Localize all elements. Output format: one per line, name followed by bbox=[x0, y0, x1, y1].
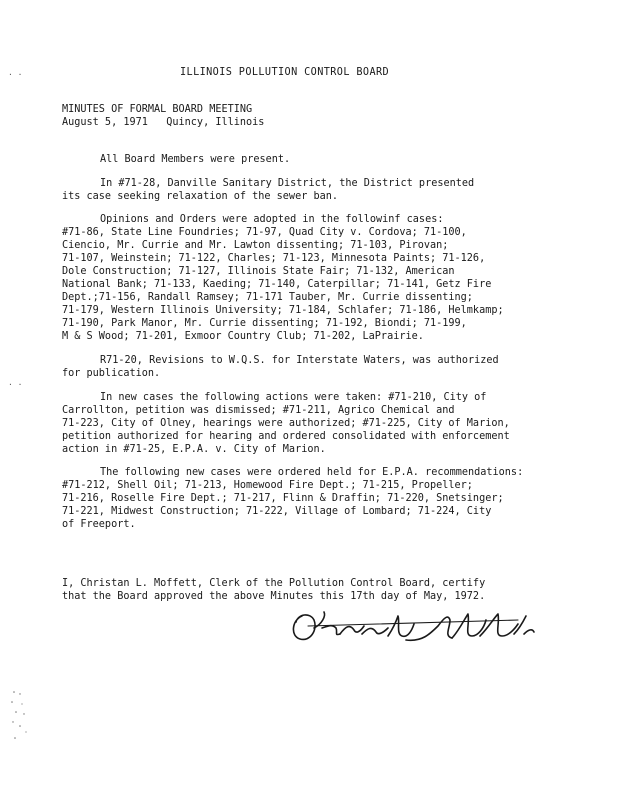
minutes-heading: MINUTES OF FORMAL BOARD MEETING bbox=[62, 104, 253, 115]
paragraph-line: Ciencio, Mr. Currie and Mr. Lawton dissenting; 71-103, Pirovan; bbox=[62, 240, 449, 251]
document-title: ILLINOIS POLLUTION CONTROL BOARD bbox=[180, 67, 390, 78]
paragraph-line: for publication. bbox=[62, 368, 161, 379]
attendance-paragraph: All Board Members were present. bbox=[100, 154, 291, 165]
paragraph-line: The following new cases were ordered held for E.P.A. recommendations: bbox=[100, 467, 524, 478]
paragraph-line: Dole Construction; 71-127, Illinois State Fair; 71-132, American bbox=[62, 266, 455, 277]
paragraph-line: M & S Wood; 71-201, Exmoor Country Club; 71-202, LaPrairie. bbox=[62, 331, 424, 342]
paragraph-line: R71-20, Revisions to W.Q.S. for Interstate Waters, was authorized bbox=[100, 355, 499, 366]
scan-noise bbox=[8, 686, 34, 746]
paragraph-line: 71-221, Midwest Construction; 71-222, Village of Lombard; 71-224, City bbox=[62, 506, 492, 517]
paragraph-line: that the Board approved the above Minutes this 17th day of May, 1972. bbox=[62, 591, 486, 602]
paragraph-line: 71-223, City of Olney, hearings were authorized; #71-225, City of Marion, bbox=[62, 418, 510, 429]
handwritten-signature bbox=[288, 606, 538, 646]
meeting-date-location: August 5, 1971 Quincy, Illinois bbox=[62, 117, 265, 128]
paragraph-line: I, Christan L. Moffett, Clerk of the Pollution Control Board, certify bbox=[62, 578, 486, 589]
paragraph-line: Carrollton, petition was dismissed; #71-211, Agrico Chemical and bbox=[62, 405, 455, 416]
paragraph-line: action in #71-25, E.P.A. v. City of Marion. bbox=[62, 444, 326, 455]
scan-mark: · · bbox=[8, 70, 23, 79]
paragraph-line: petition authorized for hearing and ordered consolidated with enforcement bbox=[62, 431, 510, 442]
paragraph-line: #71-86, State Line Foundries; 71-97, Quad City v. Cordova; 71-100, bbox=[62, 227, 467, 238]
paragraph-line: In #71-28, Danville Sanitary District, the District presented bbox=[100, 178, 475, 189]
paragraph-line: 71-179, Western Illinois University; 71-184, Schlafer; 71-186, Helmkamp; bbox=[62, 305, 504, 316]
paragraph-line: Dept.;71-156, Randall Ramsey; 71-171 Tauber, Mr. Currie dissenting; bbox=[62, 292, 473, 303]
paragraph-line: its case seeking relaxation of the sewer ban. bbox=[62, 191, 339, 202]
paragraph-line: Opinions and Orders were adopted in the followinf cases: bbox=[100, 214, 444, 225]
paragraph-line: #71-212, Shell Oil; 71-213, Homewood Fire Dept.; 71-215, Propeller; bbox=[62, 480, 473, 491]
paragraph-line: 71-216, Roselle Fire Dept.; 71-217, Flinn & Draffin; 71-220, Snetsinger; bbox=[62, 493, 504, 504]
paragraph-line: 71-190, Park Manor, Mr. Currie dissenting; 71-192, Biondi; 71-199, bbox=[62, 318, 467, 329]
paragraph-line: In new cases the following actions were taken: #71-210, City of bbox=[100, 392, 487, 403]
scan-mark: · · bbox=[8, 380, 23, 389]
paragraph-line: of Freeport. bbox=[62, 519, 136, 530]
paragraph-line: 71-107, Weinstein; 71-122, Charles; 71-123, Minnesota Paints; 71-126, bbox=[62, 253, 486, 264]
paragraph-line: National Bank; 71-133, Kaeding; 71-140, Caterpillar; 71-141, Getz Fire bbox=[62, 279, 492, 290]
